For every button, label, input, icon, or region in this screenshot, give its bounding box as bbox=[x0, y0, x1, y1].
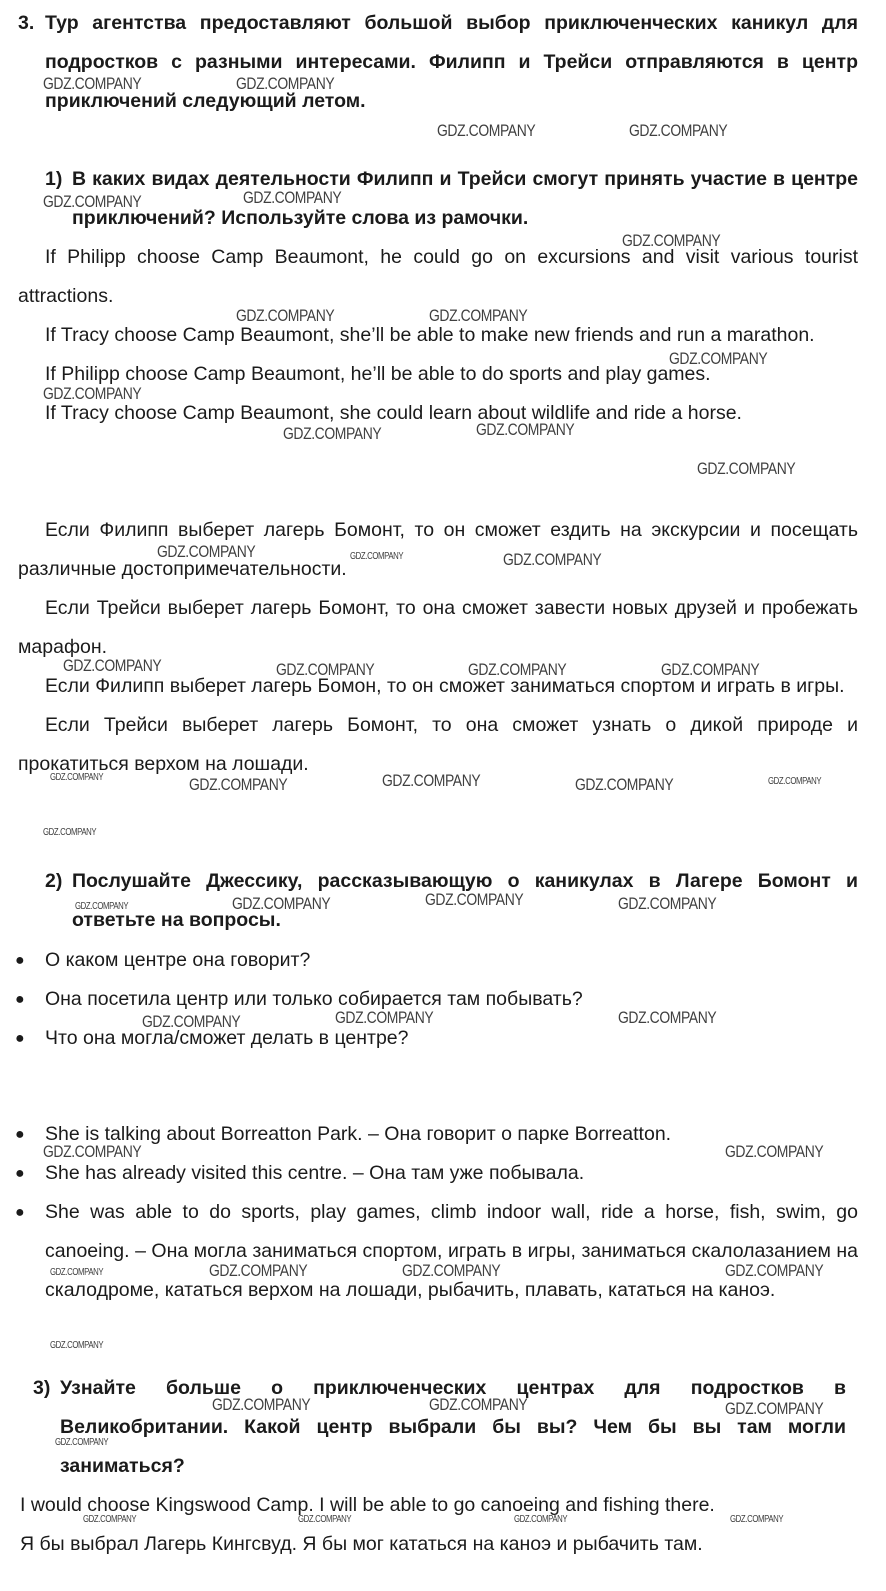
watermark: GDZ.COMPANY bbox=[618, 1008, 717, 1027]
watermark: GDZ.COMPANY bbox=[476, 420, 575, 439]
watermark: GDZ.COMPANY bbox=[43, 827, 97, 838]
watermark: GDZ.COMPANY bbox=[50, 1267, 104, 1278]
list-item: ● She was able to do sports, play games, climb indoor wall, ride a horse, fish, swim, go canoeing. – Она могла заниматься спортом, играть в игры, заниматься скалолазанием на скалодроме, кататься верхом на лошади, рыбачить, плавать, кататься на каноэ. bbox=[45, 1193, 858, 1310]
q1-answer-en: If Tracy choose Camp Beaumont, she’ll be able to make new friends and run a marathon. bbox=[45, 324, 815, 346]
list-item: ● О каком центре она говорит? bbox=[45, 941, 858, 980]
list-item: ● Она посетила центр или только собирается там побывать? bbox=[45, 980, 858, 1019]
task-number: 3. bbox=[18, 12, 35, 34]
watermark: GDZ.COMPANY bbox=[730, 1514, 784, 1525]
watermark: GDZ.COMPANY bbox=[697, 459, 796, 478]
q1-answer-en: If Tracy choose Camp Beaumont, she could learn about wildlife and ride a horse. bbox=[45, 402, 742, 424]
watermark: GDZ.COMPANY bbox=[212, 1395, 311, 1414]
watermark: GDZ.COMPANY bbox=[157, 542, 256, 561]
q1-answer-ru: Если Трейси выберет лагерь Бомонт, то она сможет завести новых друзей и пробежать марафон. bbox=[18, 597, 858, 658]
watermark: GDZ.COMPANY bbox=[50, 1340, 104, 1351]
watermark: GDZ.COMPANY bbox=[429, 1395, 528, 1414]
watermark: GDZ.COMPANY bbox=[236, 306, 335, 325]
q3-heading bbox=[33, 1369, 846, 1486]
q1-answer-en: If Philipp choose Camp Beaumont, he’ll be able to do sports and play games. bbox=[45, 363, 711, 385]
q3-answers bbox=[20, 1486, 860, 1564]
watermark: GDZ.COMPANY bbox=[382, 771, 481, 790]
watermark: GDZ.COMPANY bbox=[50, 772, 104, 783]
watermark: GDZ.COMPANY bbox=[335, 1008, 434, 1027]
bullet-icon: ● bbox=[15, 1126, 25, 1143]
watermark: GDZ.COMPANY bbox=[503, 550, 602, 569]
q2-questions bbox=[15, 941, 858, 1058]
watermark: GDZ.COMPANY bbox=[437, 121, 536, 140]
watermark: GDZ.COMPANY bbox=[55, 1437, 109, 1448]
list-item: ● Что она могла/сможет делать в центре? bbox=[45, 1019, 858, 1058]
watermark: GDZ.COMPANY bbox=[402, 1261, 501, 1280]
watermark: GDZ.COMPANY bbox=[43, 384, 142, 403]
bullet-icon: ● bbox=[15, 991, 25, 1008]
watermark: GDZ.COMPANY bbox=[725, 1142, 824, 1161]
watermark: GDZ.COMPANY bbox=[243, 188, 342, 207]
watermark: GDZ.COMPANY bbox=[669, 349, 768, 368]
list-item: ● She has already visited this centre. – Она там уже побывала. bbox=[45, 1154, 858, 1193]
watermark: GDZ.COMPANY bbox=[514, 1514, 568, 1525]
watermark: GDZ.COMPANY bbox=[618, 894, 717, 913]
watermark: GDZ.COMPANY bbox=[189, 775, 288, 794]
watermark: GDZ.COMPANY bbox=[75, 901, 129, 912]
watermark: GDZ.COMPANY bbox=[622, 231, 721, 250]
watermark: GDZ.COMPANY bbox=[83, 1514, 137, 1525]
q3-number: 3) bbox=[33, 1377, 51, 1399]
list-item: ● She is talking about Borreatton Park. – Она говорит о парке Borreatton. bbox=[45, 1115, 858, 1154]
q1-heading bbox=[45, 160, 858, 238]
watermark: GDZ.COMPANY bbox=[142, 1012, 241, 1031]
bullet-icon: ● bbox=[15, 952, 25, 969]
q1-answer-ru: Если Трейси выберет лагерь Бомонт, то она сможет узнать о дикой природе и прокатиться верхом на лошади. bbox=[18, 714, 858, 775]
watermark: GDZ.COMPANY bbox=[725, 1261, 824, 1280]
bullet-icon: ● bbox=[15, 1030, 25, 1047]
watermark: GDZ.COMPANY bbox=[276, 660, 375, 679]
q1-answer-ru: Если Филипп выберет лагерь Бомонт, то он сможет ездить на экскурсии и посещать различные достопримечательности. bbox=[18, 519, 858, 580]
watermark: GDZ.COMPANY bbox=[43, 74, 142, 93]
q3-text: Узнайте больше о приключенческих центрах для подростков в Великобритании. Какой центр выбрали бы вы? Чем бы вы там могли заниматься? bbox=[60, 1377, 846, 1477]
watermark: GDZ.COMPANY bbox=[629, 121, 728, 140]
watermark: GDZ.COMPANY bbox=[468, 660, 567, 679]
watermark: GDZ.COMPANY bbox=[425, 890, 524, 909]
watermark: GDZ.COMPANY bbox=[575, 775, 674, 794]
bullet-icon: ● bbox=[15, 1204, 25, 1221]
watermark: GDZ.COMPANY bbox=[429, 306, 528, 325]
task-intro bbox=[18, 4, 858, 121]
watermark: GDZ.COMPANY bbox=[43, 1142, 142, 1161]
watermark: GDZ.COMPANY bbox=[43, 192, 142, 211]
q1-answers-en bbox=[18, 238, 858, 433]
watermark: GDZ.COMPANY bbox=[232, 894, 331, 913]
watermark: GDZ.COMPANY bbox=[63, 656, 162, 675]
bullet-icon: ● bbox=[15, 1165, 25, 1182]
q1-text: В каких видах деятельности Филипп и Трейси смогут принять участие в центре приключений? Используйте слова из рамочки. bbox=[72, 168, 858, 229]
q1-number: 1) bbox=[45, 168, 63, 190]
watermark: GDZ.COMPANY bbox=[209, 1261, 308, 1280]
q1-answers-ru bbox=[18, 511, 858, 784]
q3-answer-en: I would choose Kingswood Camp. I will be able to go canoeing and fishing there. bbox=[20, 1494, 715, 1516]
q1-answer-ru: Если Филипп выберет лагерь Бомон, то он сможет заниматься спортом и играть в игры. bbox=[45, 675, 845, 697]
watermark: GDZ.COMPANY bbox=[298, 1514, 352, 1525]
watermark: GDZ.COMPANY bbox=[661, 660, 760, 679]
watermark: GDZ.COMPANY bbox=[350, 551, 404, 562]
q2-number: 2) bbox=[45, 870, 63, 892]
q2-text: Послушайте Джессику, рассказывающую о каникулах в Лагере Бомонт и ответьте на вопросы. bbox=[72, 870, 858, 931]
q3-answer-ru: Я бы выбрал Лагерь Кингсвуд. Я бы мог кататься на каноэ и рыбачить там. bbox=[20, 1533, 703, 1555]
watermark: GDZ.COMPANY bbox=[283, 424, 382, 443]
watermark: GDZ.COMPANY bbox=[725, 1399, 824, 1418]
q1-answer-en: If Philipp choose Camp Beaumont, he could go on excursions and visit various tourist attractions. bbox=[18, 246, 858, 307]
watermark: GDZ.COMPANY bbox=[236, 74, 335, 93]
task-intro-text: Тур агентства предоставляют большой выбор приключенческих каникул для подростков с разными интересами. Филипп и Трейси отправляются в центр приключений следующий летом. bbox=[45, 12, 858, 112]
watermark: GDZ.COMPANY bbox=[768, 776, 822, 787]
